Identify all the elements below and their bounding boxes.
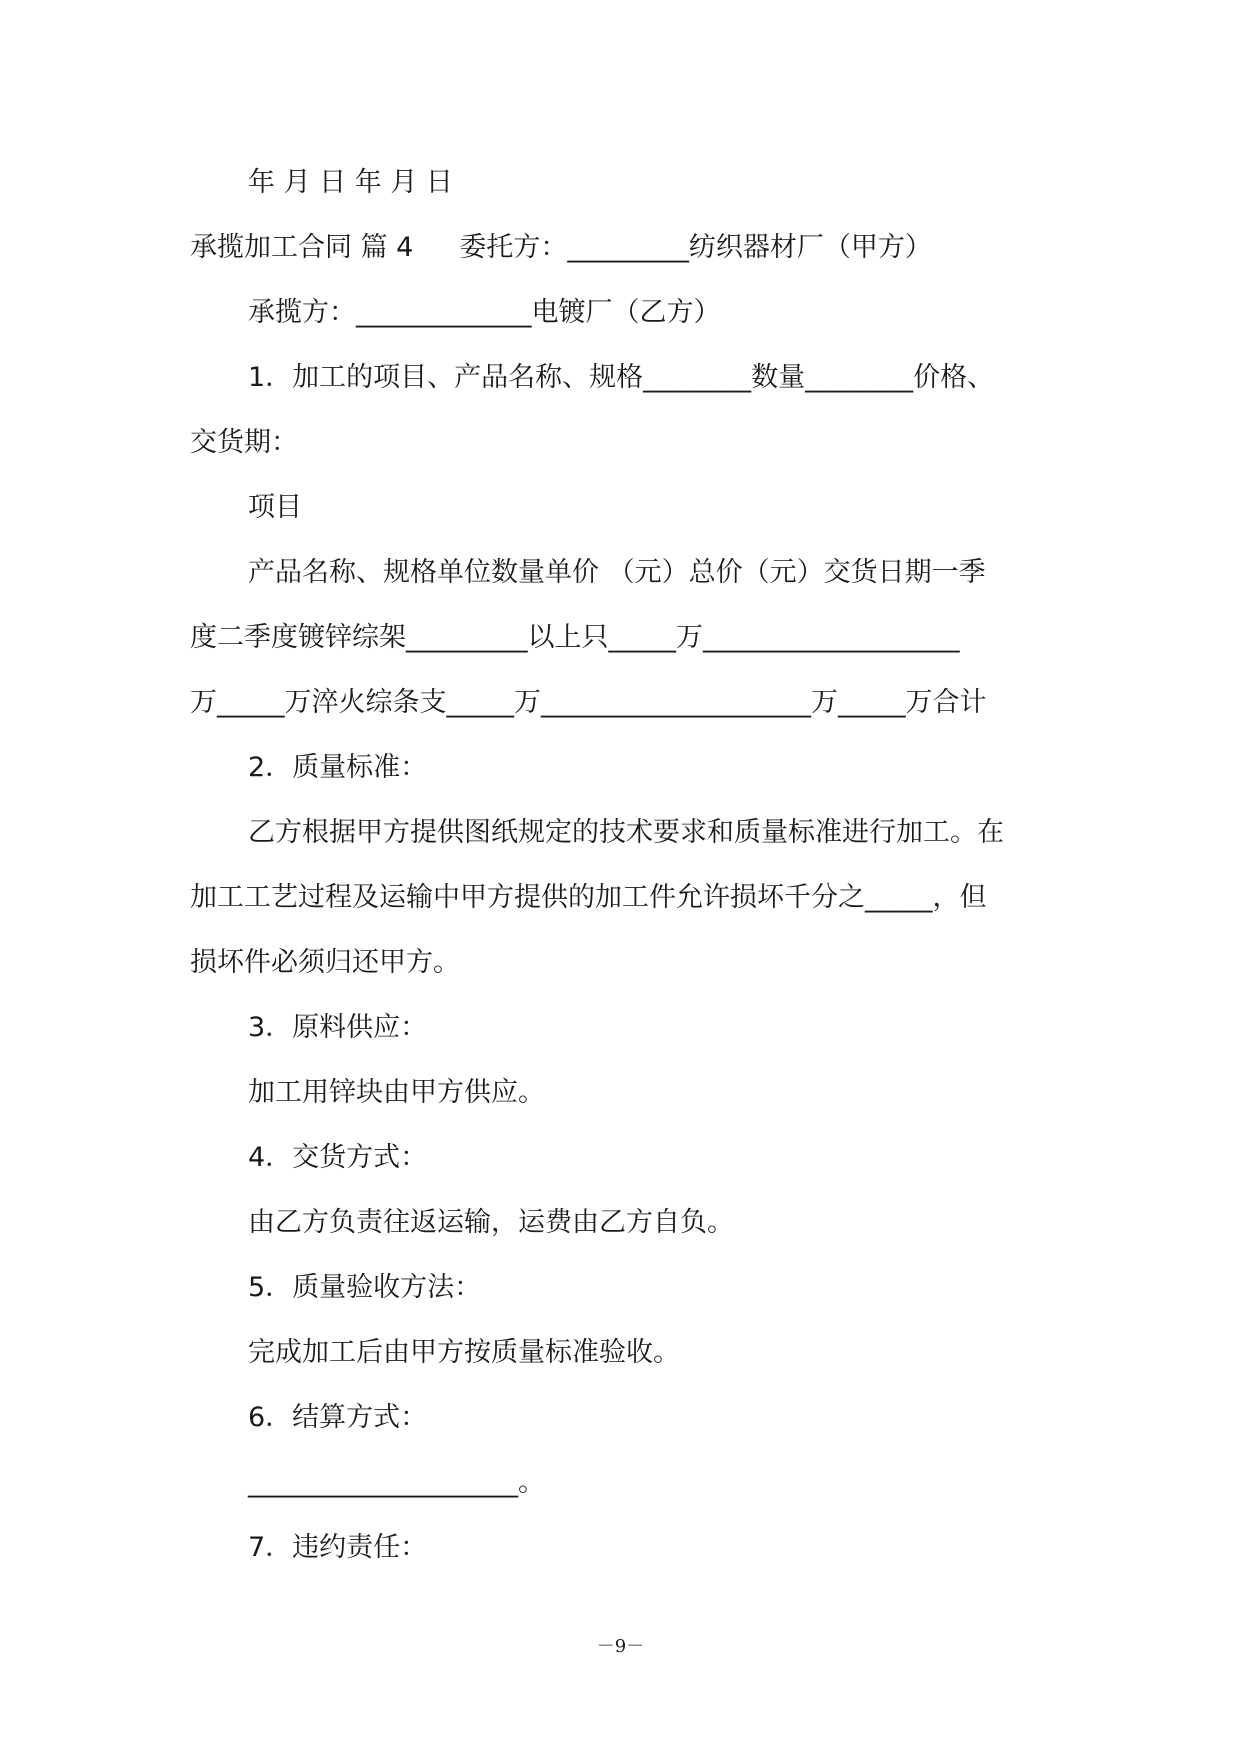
- clause-5-text: 完成加工后由甲方按质量标准验收。: [248, 1337, 680, 1368]
- client-party: 委托方：_________纺织器材厂（甲方）: [459, 232, 932, 263]
- clause-7-heading: 7．违约责任：: [248, 1532, 428, 1563]
- contract-title: 承揽加工合同 篇 4: [190, 232, 414, 263]
- clause-2-heading: 2．质量标准：: [248, 752, 428, 783]
- clause-1-continued: 交货期：: [190, 427, 298, 458]
- table-header-line: 产品名称、规格单位数量单价 （元）总价（元）交货日期一季: [248, 557, 986, 588]
- contract-heading-line: [190, 215, 1065, 280]
- clause-3-text: 加工用锌块由甲方供应。: [248, 1077, 545, 1108]
- clause-1-heading: 1．加工的项目、产品名称、规格________数量________价格、: [248, 362, 995, 393]
- table-row-line-1: 度二季度镀锌综架_________以上只_____万___________________: [190, 622, 960, 653]
- clause-2-text-3: 损坏件必须归还甲方。: [190, 947, 460, 978]
- clause-6-heading: 6．结算方式：: [248, 1402, 428, 1433]
- clause-5-heading: 5．质量验收方法：: [248, 1272, 482, 1303]
- contract-body: [190, 150, 1065, 1580]
- clause-6-text: ____________________。: [248, 1467, 545, 1498]
- table-row-line-2: 万_____万淬火综条支_____万____________________万_____万合计: [190, 687, 987, 718]
- clause-4-text: 由乙方负责往返运输，运费由乙方自负。: [248, 1207, 734, 1238]
- page-number: －9－: [596, 1636, 645, 1657]
- clause-3-heading: 3．原料供应：: [248, 1012, 428, 1043]
- table-item-label: 项目: [248, 492, 302, 523]
- clause-4-heading: 4．交货方式：: [248, 1142, 428, 1173]
- clause-2-text-1: 乙方根据甲方提供图纸规定的技术要求和质量标准进行加工。在: [248, 817, 1004, 848]
- contractor-party: 承揽方：_____________电镀厂（乙方）: [248, 297, 721, 328]
- clause-2-text-2: 加工工艺过程及运输中甲方提供的加工件允许损坏千分之_____，但: [190, 882, 987, 913]
- date-line: 年 月 日 年 月 日: [248, 167, 453, 198]
